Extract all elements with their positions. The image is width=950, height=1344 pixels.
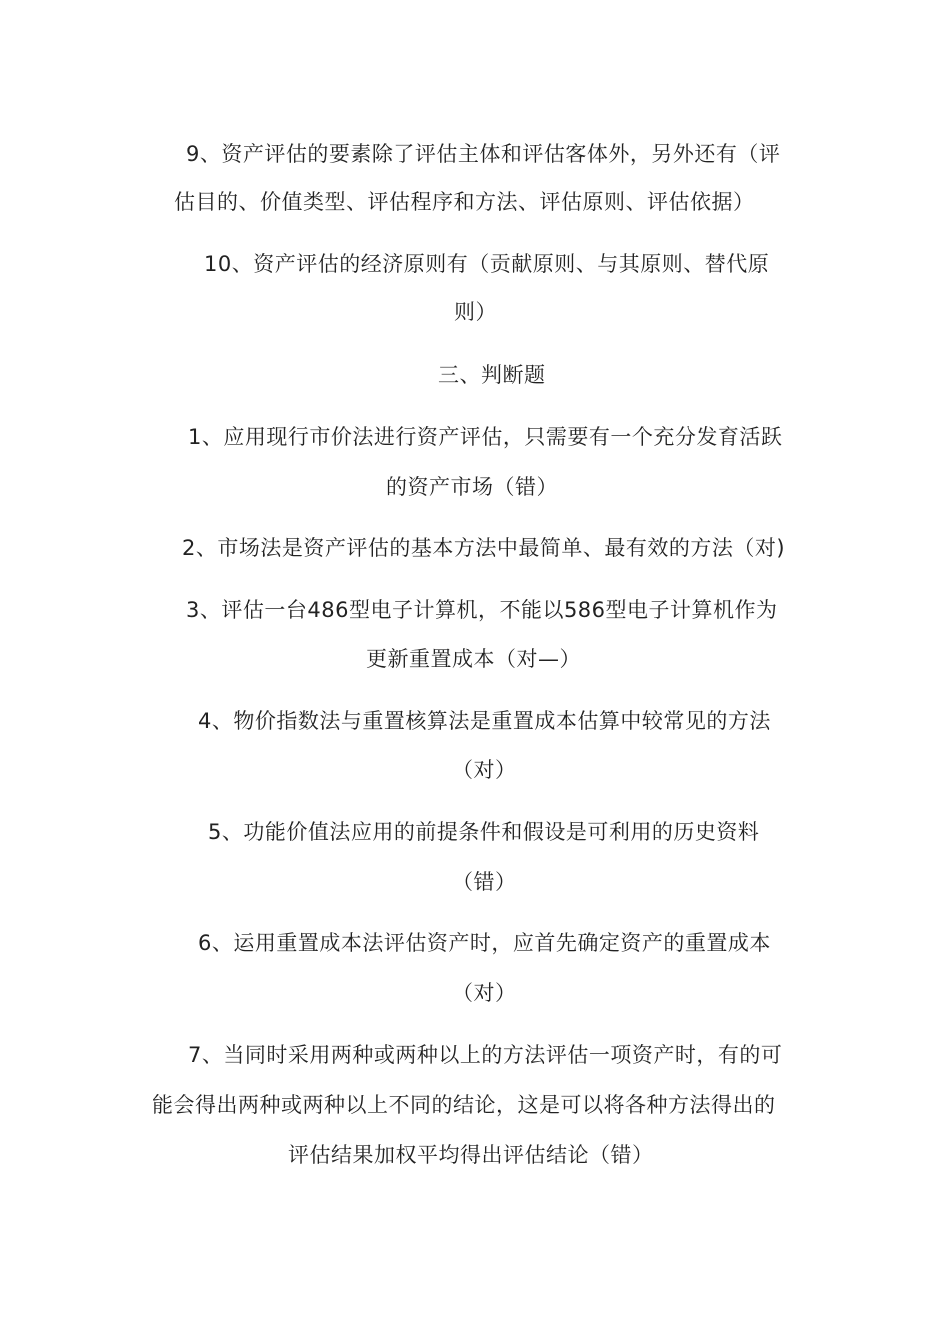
text-line: 更新重置成本（对—） bbox=[366, 647, 581, 671]
text-line: 10、资产评估的经济原则有（贡献原则、与其原则、替代原 bbox=[204, 252, 770, 276]
text-line: 4、物价指数法与重置核算法是重置成本估算中较常见的方法 bbox=[198, 709, 771, 733]
text-line: 5、功能价值法应用的前提条件和假设是可利用的历史资料 bbox=[208, 820, 760, 844]
text-line: 9、资产评估的要素除了评估主体和评估客体外，另外还有（评 bbox=[186, 142, 781, 166]
text-line: 评估结果加权平均得出评估结论（错） bbox=[288, 1143, 654, 1167]
text-line: 1、应用现行市价法进行资产评估，只需要有一个充分发育活跃 bbox=[188, 425, 783, 449]
text-line: （错） bbox=[452, 870, 517, 894]
text-line: 2、市场法是资产评估的基本方法中最简单、最有效的方法（对) bbox=[182, 536, 786, 560]
text-line: 能会得出两种或两种以上不同的结论，这是可以将各种方法得出的 bbox=[152, 1093, 776, 1117]
text-line: 估目的、价值类型、评估程序和方法、评估原则、评估依据） bbox=[174, 190, 755, 214]
text-line: （对） bbox=[452, 981, 517, 1005]
text-line: 则） bbox=[454, 300, 497, 324]
text-line: 7、当同时采用两种或两种以上的方法评估一项资产时，有的可 bbox=[188, 1043, 783, 1067]
section-heading: 三、判断题 bbox=[438, 363, 546, 387]
text-line: （对） bbox=[452, 758, 517, 782]
text-line: 6、运用重置成本法评估资产时，应首先确定资产的重置成本 bbox=[198, 931, 771, 955]
text-line: 3、评估一台486型电子计算机，不能以586型电子计算机作为 bbox=[186, 598, 778, 622]
text-line: 的资产市场（错） bbox=[386, 475, 558, 499]
